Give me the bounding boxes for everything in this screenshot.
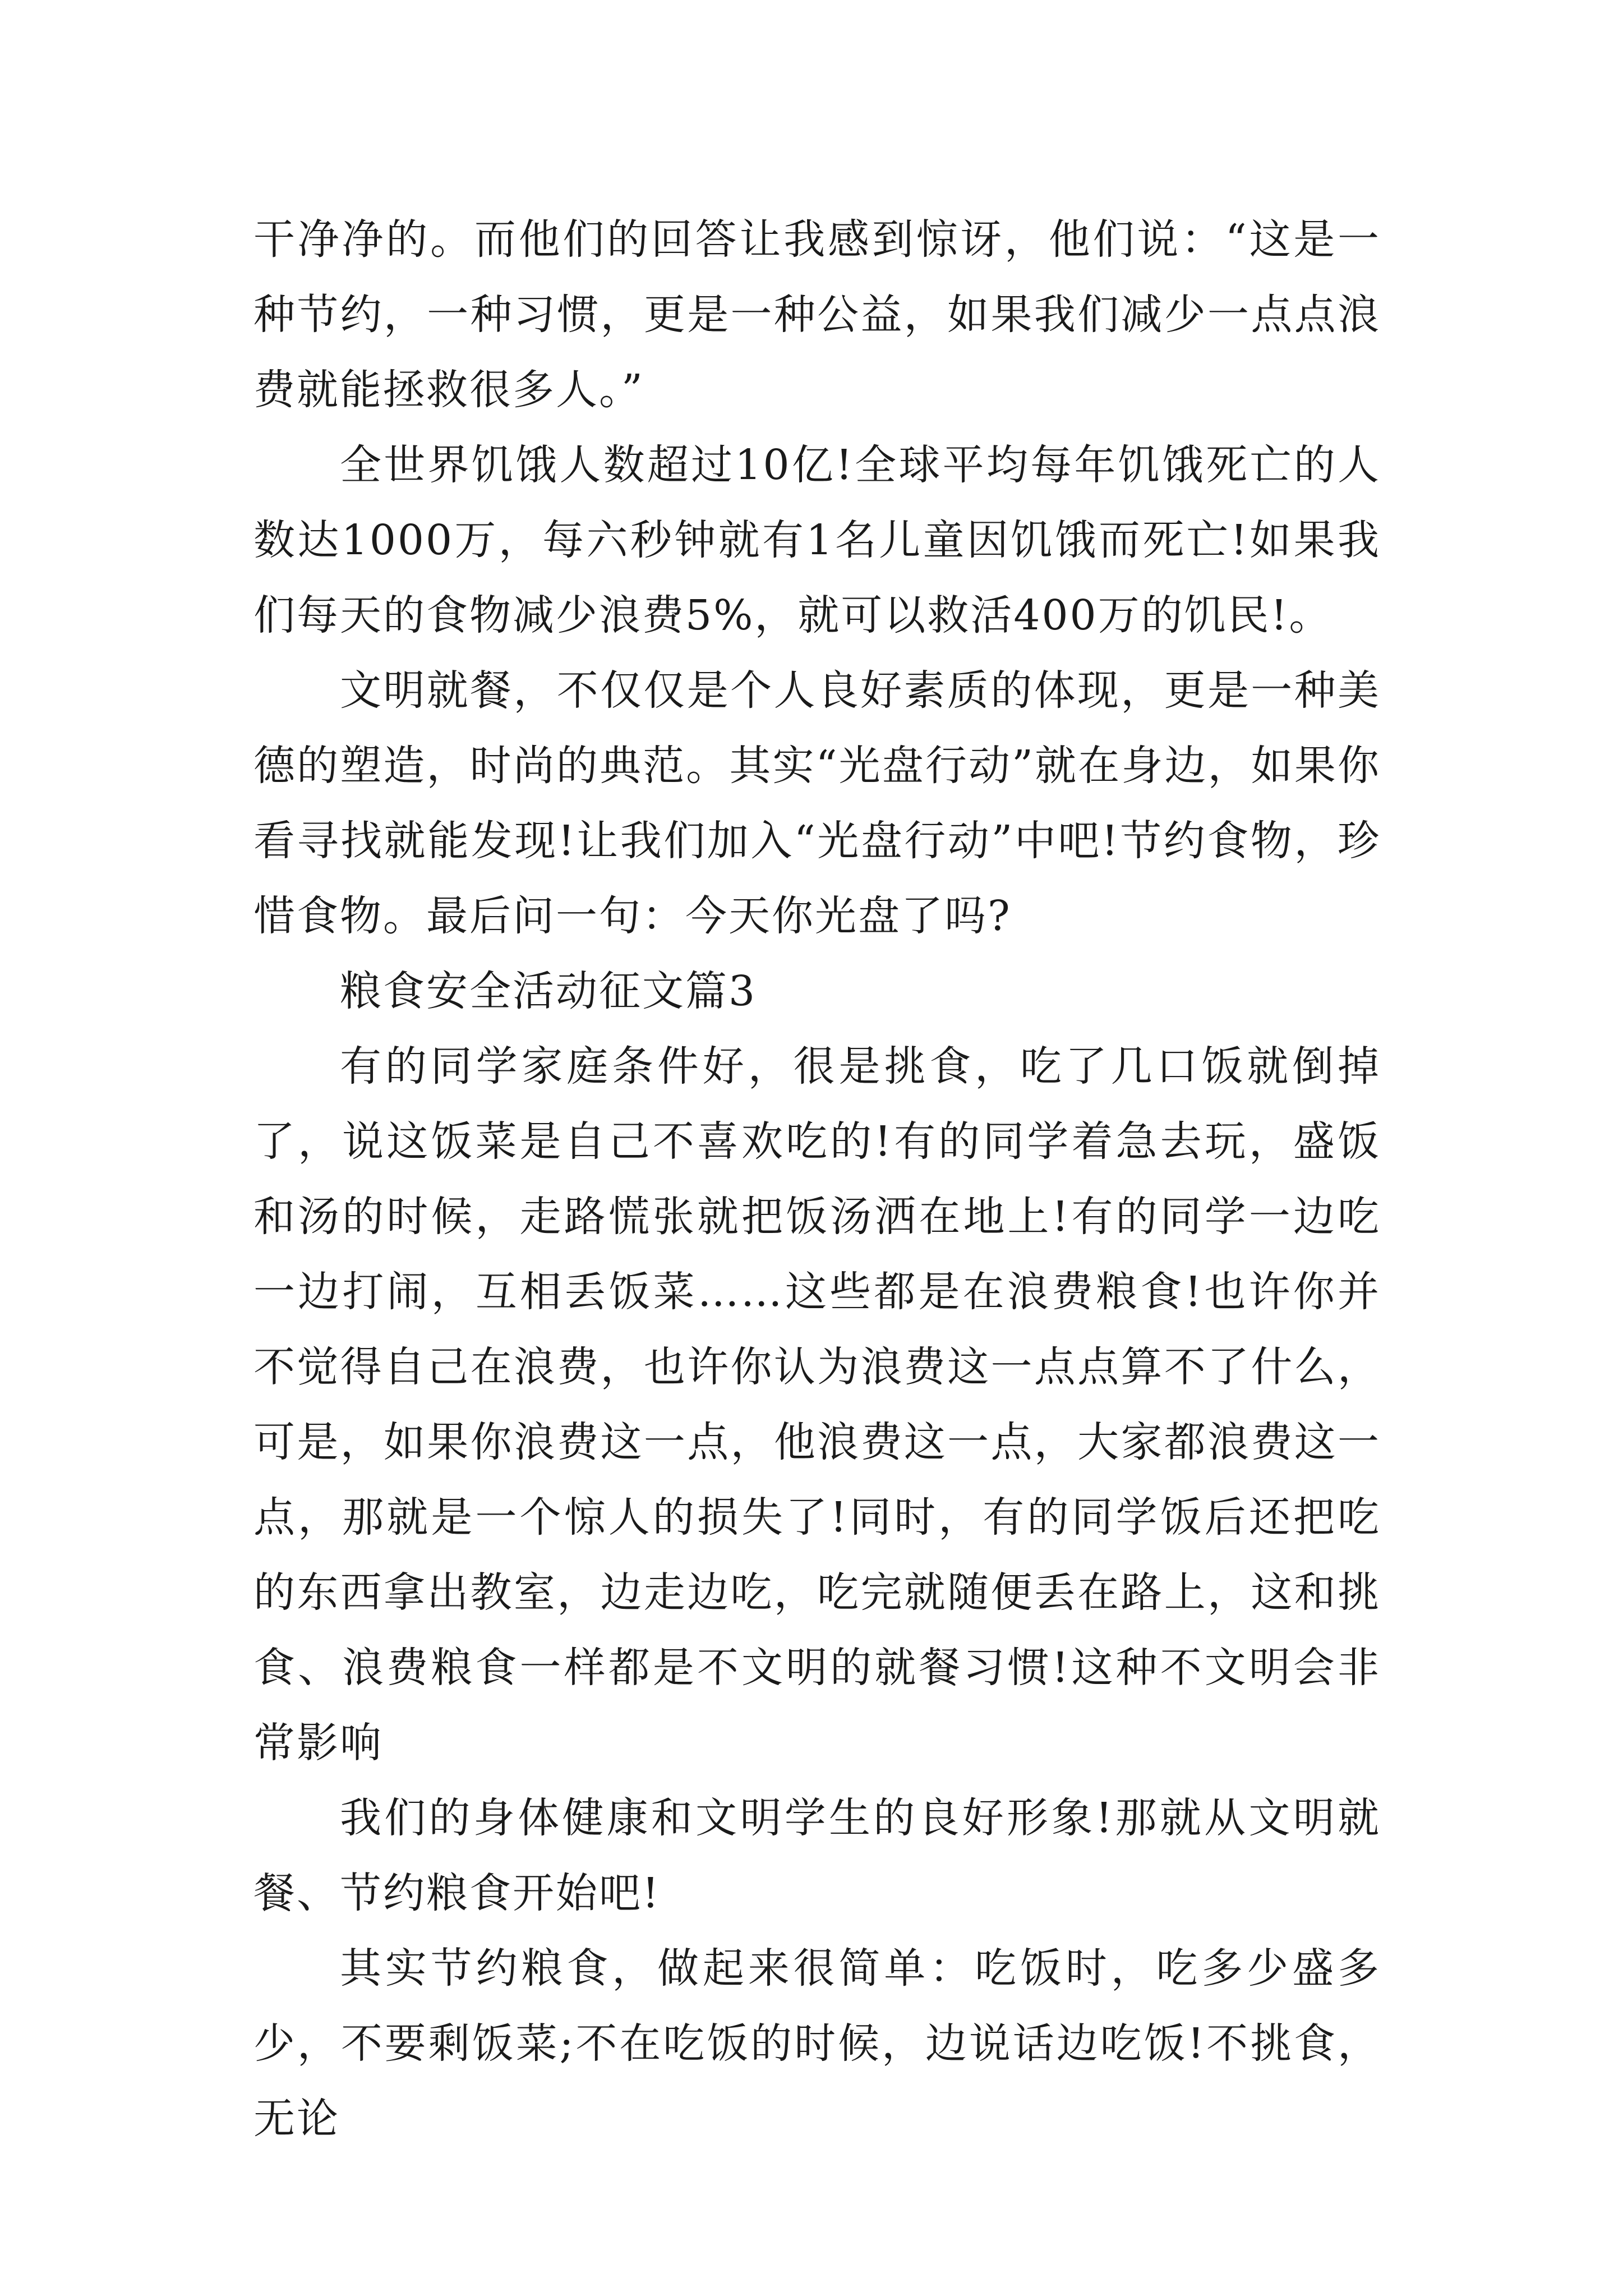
section-heading: 粮食安全活动征文篇3 (340, 967, 757, 1015)
paragraph-5: 我们的身体健康和文明学生的良好形象!那就从文明就餐、节约粮食开始吧! (253, 1794, 1381, 1917)
paragraph-2: 全世界饥饿人数超过10亿!全球平均每年饥饿死亡的人数达1000万，每六秒钟就有1名儿童因饥饿而死亡!如果我们每天的食物减少浪费5%，就可以救活400万的饥民!。 (253, 441, 1381, 639)
paragraph-3: 文明就餐，不仅仅是个人良好素质的体现，更是一种美德的塑造，时尚的典范。其实“光盘行动”就在身边，如果你看寻找就能发现!让我们加入“光盘行动”中吧!节约食物，珍惜食物。最后问一句：今天你光盘了吗? (253, 666, 1381, 940)
paragraph-4: 有的同学家庭条件好，很是挑食，吃了几口饭就倒掉了，说这饭菜是自己不喜欢吃的!有的同学着急去玩，盛饭和汤的时候，走路慌张就把饭汤洒在地上!有的同学一边吃一边打闹，互相丢饭菜……这些都是在浪费粮食!也许你并不觉得自己在浪费，也许你认为浪费这一点点算不了什么，可是，如果你浪费这一点，他浪费这一点，大家都浪费这一点，那就是一个惊人的损失了!同时，有的同学饭后还把吃的东西拿出教室，边走边吃，吃完就随便丢在路上，这和挑食、浪费粮食一样都是不文明的就餐习惯!这种不文明会非常影响 (253, 1042, 1381, 1767)
document-body (253, 202, 1381, 2156)
paragraph-6: 其实节约粮食，做起来很简单：吃饭时，吃多少盛多少，不要剩饭菜;不在吃饭的时候，边说话边吃饭!不挑食，无论 (253, 1944, 1381, 2143)
paragraph-1: 干净净的。而他们的回答让我感到惊讶，他们说：“这是一种节约，一种习惯，更是一种公益，如果我们减少一点点浪费就能拯救很多人。” (253, 215, 1381, 414)
